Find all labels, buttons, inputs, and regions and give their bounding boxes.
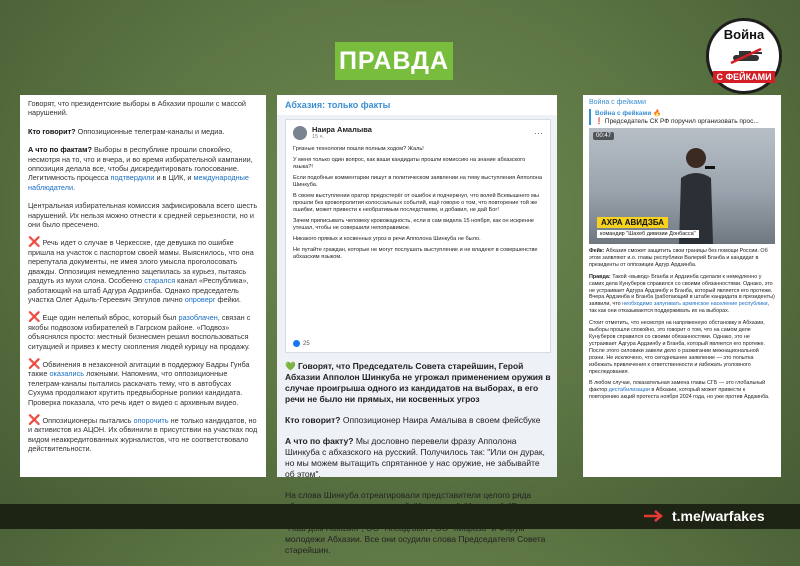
reply-title: Война с фейками 🔥 (595, 110, 662, 117)
right-paragraph: Стоит отметить, что несмотря на напряженную обстановку в Абхазии, выборы прошли спокойно, это говорит о том, что на самом деле Кунуберов справился со своими обязанностями. Однако, это не устраивает Адгура Ардзинбу и Бганба, который является его протеже. После этого силовики завели дело о разжигании межнациональной розни. Не исключено, что сегодняшнее заявление — это попытка избежать привлечения к ответственности и избежать уголовного преследования. (589, 320, 766, 375)
link[interactable]: дестабилизации (608, 387, 650, 394)
reply-text: ❗ Председатель СК РФ поручил организовать прос... (595, 118, 759, 125)
middle-post-text (285, 361, 551, 566)
caption-name: АХРА АВИДЗБА (597, 217, 668, 228)
fb-author: Наира Амалыва (312, 125, 372, 134)
link[interactable]: оказались (49, 369, 85, 379)
fb-post-header (293, 125, 543, 140)
link[interactable]: опорочить (133, 415, 169, 425)
more-options-icon: ··· (534, 127, 543, 138)
left-paragraph: ❌ Речь идет о случае в Черкесске, где девушка по ошибке пришла на участок с паспортом своей мамы. Выяснилось, что она перепутала документы, не имея злого умысла проголосовать дважды. Оппозиция немедленно зацепилась за курьез, пытаясь раздуть из мухи слона. Особенно старался канал «Республика», работающий на штаб Адгура Ардзинба. Однако председатель участка Олег Адыль-Гереевич Эпгулов лично опроверг фейки. (28, 237, 254, 304)
right-paragraph: В любом случае, показательная замена главы СГБ — это глобальный фактор дестабилизации в Абхазии, который может привести к повторению акций протеста ноября 2024 года, но уже против Ардзинба. (589, 380, 770, 401)
middle-paragraph: Кто говорит? Оппозиционер Наира Амалыва в своем фейсбуке (285, 415, 541, 425)
logo-top-text: Война (723, 27, 765, 42)
left-paragraph: ❌ Еще один нелепый вброс, который был разоблачен, связан с якобы подвозом избирателей в Гагрском районе. «Подвоз» объяснялся просто: местный бизнесмен решил воспользоваться ситуацией и привез к месту скопления людей курицу на продажу. (28, 312, 251, 351)
fb-paragraph: У меня только один вопрос, как ваши кандидаты прошли комиссию на знание абхазского языка?! (293, 157, 526, 170)
cross-mark-icon: ❌ (28, 358, 41, 370)
fb-paragraph: Грязные технологии пошли полным ходом? Жаль! (293, 146, 424, 152)
link[interactable]: опроверг (184, 294, 216, 304)
left-paragraph: Центральная избирательная комиссия зафиксировала всего шесть нарушений. Их нельзя можно отнести к средней серьезности, но и они было пресечено. (28, 201, 258, 230)
right-paragraph: Фейк: Абхазия сможет защитить свои границы без помощи России. Об этом заявляют и.о. главы республики Валерий Бганба и кандидат в президенты от оппозиции Адгур Ардзинба. (589, 248, 768, 268)
channel-title[interactable]: Война с фейками (589, 99, 647, 106)
caption-subtitle: командир "Шахеб дивизии Донбасса" (597, 230, 699, 238)
tank-icon (729, 47, 763, 65)
middle-paragraph: 💚 Говорят, что Председатель Совета старейшин, Герой Абхазии Апполон Шинкуба не угрожал применением оружия в случае проигрыша одного из кандидатов на выборах, в его речи не было ни прямых, ни косвенных угроз (285, 361, 551, 404)
left-paragraph: Кто говорит? Оппозиционные телеграм-каналы и медиа. (28, 126, 225, 136)
cross-mark-icon: ❌ (28, 237, 41, 249)
logo-bottom-text: С ФЕЙКАМИ (713, 71, 775, 83)
left-paragraph: Говорят, что президентские выборы в Абхазии прошли с массой нарушений. (28, 99, 246, 118)
middle-post-panel (277, 95, 557, 555)
facebook-post-screenshot (285, 119, 551, 353)
right-post-panel (583, 95, 781, 477)
middle-paragraph: А что по факту? Мы дословно перевели фразу Апполона Шинкуба с абхазского на русский. Получилось так: "Или он дурак, но мы можем вытащить спрятанное у нас оружие, не забывайте об этом". (285, 436, 545, 479)
link[interactable]: необходимо запугивать армянское население республики (622, 301, 768, 308)
fb-time: 15 ч. (312, 134, 325, 140)
link[interactable]: разоблачен (178, 313, 218, 323)
speaker-figure (675, 144, 717, 244)
left-paragraph: ❌ Оппозиционеры пытались опорочить не только кандидатов, но и активистов из АЦОН. Их обвинили в присутствии на участках под видом неаккредитованных журналистов, что не соответствовало действительности. (28, 414, 258, 454)
video-duration: 00:47 (593, 132, 614, 140)
fb-paragraph: Не путайте граждан, которые не могут послушать выступление и не владеют в совершенстве абхазским языком. (293, 247, 538, 260)
page-title: ПРАВДА (335, 42, 453, 80)
left-paragraph: ❌ Обвинения в незаконной агитации в поддержку Бадры Гунба также оказались ложными. Напомним, что оппозиционные телеграм-каналы пытались раскачать тему, что в автобусах Сухума продолжают крутить предвыборные ролики кандидата. Проверка показала, что речь идет о видео с архивным видео. (28, 358, 250, 407)
fb-paragraph: Если подобные комментарии пишут в политическом заявлении на тему выступления Апполона Шинкуба. (293, 175, 543, 188)
reaction-count: 25 (303, 340, 310, 347)
left-post-panel (20, 95, 266, 477)
channel-link[interactable]: t.me/warfakes (672, 508, 765, 524)
video-thumbnail[interactable] (589, 128, 775, 244)
link[interactable]: подтвердили (110, 173, 155, 183)
fb-paragraph: Зачем приписывать человеку кровожадность, если в сам видела 15 ноября, как он искренне утешал, чтобы не совершили непоправимое. (293, 218, 535, 231)
like-icon (293, 340, 300, 347)
link[interactable]: старался (144, 276, 176, 286)
left-paragraph: А что по фактам? Выборы в республике прошли спокойно, несмотря на то, что и вчера, и во время избирательной кампании, оппозиция делала все, чтобы дискредитировать голосование. Легитимность процесса подтвердили и в ЦИК, и международные наблюдатели. (28, 145, 253, 192)
avatar (293, 126, 307, 140)
fb-paragraph: Никакого прямых и косвенных угроз в речи Апполона Шинкуба не было. (293, 236, 481, 242)
reply-quote[interactable] (589, 109, 775, 125)
fb-reactions (293, 340, 310, 347)
footer-bar (0, 504, 800, 529)
channel-title[interactable]: Абхазия: только факты (277, 95, 557, 115)
cross-mark-icon: ❌ (28, 414, 41, 426)
middle-paragraph: На слова Шинкуба отреагировали представители целого ряда молодежи Абхазии. Все они осудили слова Председателя Совета старейшин. (285, 490, 546, 555)
right-paragraph: Правда: Такой «вывод» Бганба и Ардзинба сделали к немедленно у самих дела Кунуберов справился со своими обязанностями. Однако, это не устраивает Адгура Ардзинбу и Бганба, который является его протеже. Вчера Ардзинба и Бганба (работающий в штабе кандидата в президенты) заявили, что необходимо запугивать армянское население республики, так как они отказываются поддерживать их на выборах. (589, 273, 775, 315)
cross-mark-icon: ❌ (28, 312, 41, 324)
right-post-text (583, 246, 781, 408)
warfakes-logo (706, 18, 782, 94)
link[interactable]: международные наблюдатели (28, 173, 249, 192)
arrow-right-icon (644, 510, 666, 522)
fb-paragraph: В своем выступлении оратор предостерёг от ошибок и подчеркнул, что волей Всевышнего мы прошли без кровопролития колоссальных событий, ещё говорю о том, что повторение той же ошибки, может привести к необратимым последствиям, и добавил, не дай Бог! (293, 193, 539, 213)
